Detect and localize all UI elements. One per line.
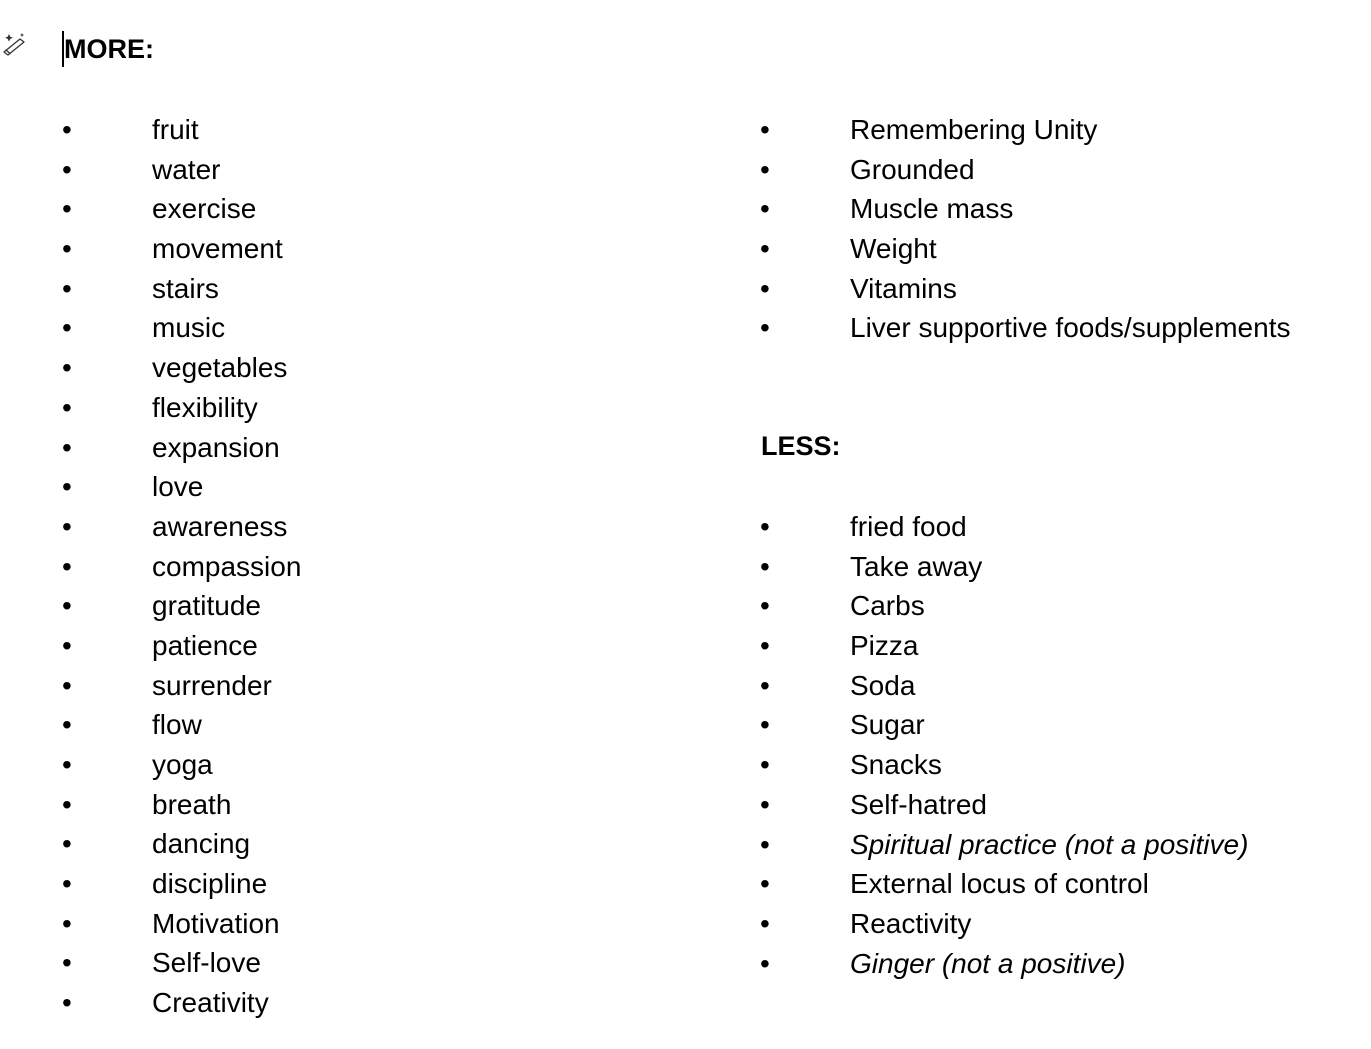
magic-wand-sparkle-icon[interactable] xyxy=(0,28,30,58)
bullet-icon: • xyxy=(760,312,770,344)
bullet-icon: • xyxy=(760,511,770,542)
list-item-text: gratitude xyxy=(152,590,261,622)
bullet-icon: • xyxy=(62,868,72,900)
bullet-icon: • xyxy=(62,510,72,542)
list-item-text: Soda xyxy=(850,669,916,701)
list-item-text: patience xyxy=(152,629,258,661)
list-item-text: Carbs xyxy=(850,590,925,622)
bullet-icon: • xyxy=(62,828,72,860)
list-item-text: Snacks xyxy=(850,749,942,781)
list-item-text: Weight xyxy=(850,233,937,265)
list-item-text: Reactivity xyxy=(850,907,972,939)
list-item-text: Vitamins xyxy=(850,272,957,304)
list-item-text: compassion xyxy=(152,550,302,582)
list-item-text: External locus of control xyxy=(850,868,1149,900)
list-item-text: Take away xyxy=(850,550,983,582)
list-item-text: Self-love xyxy=(152,947,261,979)
list-item-text: fruit xyxy=(152,114,199,145)
bullet-icon: • xyxy=(62,550,72,582)
bullet-icon: • xyxy=(62,391,72,423)
bullet-icon: • xyxy=(760,272,770,304)
bullet-icon: • xyxy=(760,868,770,900)
bullet-icon: • xyxy=(62,352,72,384)
bullet-icon: • xyxy=(62,987,72,1019)
bullet-icon: • xyxy=(62,907,72,939)
list-item-text: Remembering Unity xyxy=(850,114,1098,145)
list-item-text: exercise xyxy=(152,193,257,225)
list-item-text: Pizza xyxy=(850,630,919,662)
list-item-text: water xyxy=(152,153,221,185)
bullet-icon: • xyxy=(760,114,770,145)
bullet-icon: • xyxy=(760,709,770,741)
bullet-icon: • xyxy=(760,788,770,820)
bullet-icon: • xyxy=(62,193,72,225)
list-item-text: expansion xyxy=(152,431,280,463)
bullet-icon: • xyxy=(62,312,72,344)
list-item-text: Motivation xyxy=(152,907,280,939)
bullet-icon: • xyxy=(62,272,72,304)
list-item-text: Muscle mass xyxy=(850,193,1014,225)
list-item-text: movement xyxy=(152,233,283,265)
list-item-text: Ginger (not a positive) xyxy=(850,947,1126,979)
bullet-icon: • xyxy=(760,947,770,979)
bullet-icon: • xyxy=(62,233,72,265)
bullet-icon: • xyxy=(760,749,770,781)
bullet-icon: • xyxy=(62,709,72,741)
list-item-text: vegetables xyxy=(152,352,288,384)
bullet-icon: • xyxy=(760,153,770,185)
bullet-icon: • xyxy=(62,669,72,701)
list-item-text: Creativity xyxy=(152,987,269,1019)
list-item-text: Liver supportive foods/supplements xyxy=(850,312,1291,344)
less-heading: LESS: xyxy=(761,431,841,461)
list-item-text: dancing xyxy=(152,828,251,860)
bullet-icon: • xyxy=(760,193,770,225)
bullet-icon: • xyxy=(62,749,72,780)
bullet-icon: • xyxy=(760,669,770,701)
list-item-text: Sugar xyxy=(850,709,925,741)
bullet-icon: • xyxy=(62,590,72,622)
list-item-text: fried food xyxy=(850,511,967,542)
bullet-icon: • xyxy=(760,233,770,265)
bullet-icon: • xyxy=(62,788,72,820)
list-item-text: music xyxy=(152,312,226,344)
bullet-icon: • xyxy=(62,153,72,185)
bullet-icon: • xyxy=(62,114,72,145)
bullet-icon: • xyxy=(760,828,770,860)
list-item-text: flexibility xyxy=(152,391,258,423)
list-item-text: stairs xyxy=(152,272,219,304)
bullet-icon: • xyxy=(760,907,770,939)
list-item-text: Self-hatred xyxy=(850,788,987,820)
list-item-text: awareness xyxy=(152,510,288,542)
list-item-text: love xyxy=(152,471,204,503)
bullet-icon: • xyxy=(62,431,72,463)
list-item-text: Grounded xyxy=(850,153,975,185)
list-item-text: breath xyxy=(152,788,232,820)
list-item-text: surrender xyxy=(152,669,272,701)
bullet-icon: • xyxy=(760,550,770,582)
more-heading: MORE: xyxy=(64,34,154,64)
bullet-icon: • xyxy=(62,471,72,503)
list-item-text: Spiritual practice (not a positive) xyxy=(850,828,1249,860)
bullet-icon: • xyxy=(760,630,770,662)
list-item-text: flow xyxy=(152,709,202,741)
bullet-icon: • xyxy=(62,629,72,661)
bullet-icon: • xyxy=(62,947,72,979)
bullet-icon: • xyxy=(760,590,770,622)
list-item-text: yoga xyxy=(152,749,213,780)
list-item-text: discipline xyxy=(152,868,268,900)
